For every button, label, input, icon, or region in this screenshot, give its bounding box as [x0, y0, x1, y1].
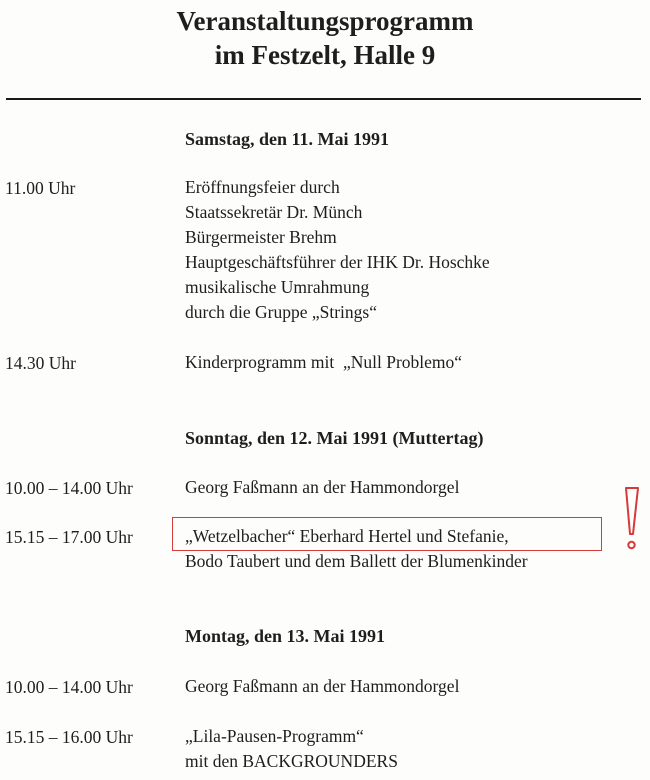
- event-time: 11.00 Uhr: [5, 178, 76, 198]
- title-line-2: im Festzelt, Halle 9: [214, 40, 436, 70]
- event-description-line: „Wetzelbacher“ Eberhard Hertel und Stefanie,: [185, 526, 509, 546]
- day-heading-monday: Montag, den 13. Mai 1991: [185, 626, 385, 646]
- event-time: 10.00 – 14.00 Uhr: [5, 478, 133, 498]
- event-description-line: mit den BACKGROUNDERS: [185, 751, 398, 771]
- event-time: 15.15 – 17.00 Uhr: [5, 527, 133, 547]
- event-description-line: Bürgermeister Brehm: [185, 227, 337, 247]
- event-description: [185, 724, 398, 774]
- day-heading-saturday: Samstag, den 11. Mai 1991: [185, 129, 390, 149]
- event-time: 10.00 – 14.00 Uhr: [5, 677, 133, 697]
- day-heading-sunday: Sonntag, den 12. Mai 1991 (Muttertag): [185, 428, 484, 448]
- event-description-line: Hauptgeschäftsführer der IHK Dr. Hoschke: [185, 252, 490, 272]
- event-description-line: Eröffnungsfeier durch: [185, 177, 340, 197]
- event-description: [185, 350, 462, 375]
- header-divider: [6, 98, 641, 100]
- program-title: [0, 4, 650, 72]
- title-line-1: Veranstaltungsprogramm: [176, 6, 474, 36]
- event-description-line: Georg Faßmann an der Hammondorgel: [185, 676, 460, 696]
- red-highlight-box: [172, 517, 602, 551]
- event-description-line: „Lila-Pausen-Programm“: [185, 726, 364, 746]
- event-description-line: Bodo Taubert und dem Ballett der Blumenkinder: [185, 551, 528, 571]
- event-description-line: Staatssekretär Dr. Münch: [185, 202, 363, 222]
- event-time: 14.30 Uhr: [5, 353, 76, 373]
- exclamation-mark-icon: [612, 484, 650, 556]
- event-description-line: durch die Gruppe „Strings“: [185, 302, 377, 322]
- event-description: [185, 475, 459, 500]
- event-description: [185, 674, 459, 699]
- event-description: [185, 175, 490, 325]
- event-description-line: Kinderprogramm mit „Null Problemo“: [185, 352, 463, 372]
- event-description-line: Georg Faßmann an der Hammondorgel: [185, 477, 460, 497]
- event-description-line: musikalische Umrahmung: [185, 277, 370, 297]
- event-time: 15.15 – 16.00 Uhr: [5, 727, 133, 747]
